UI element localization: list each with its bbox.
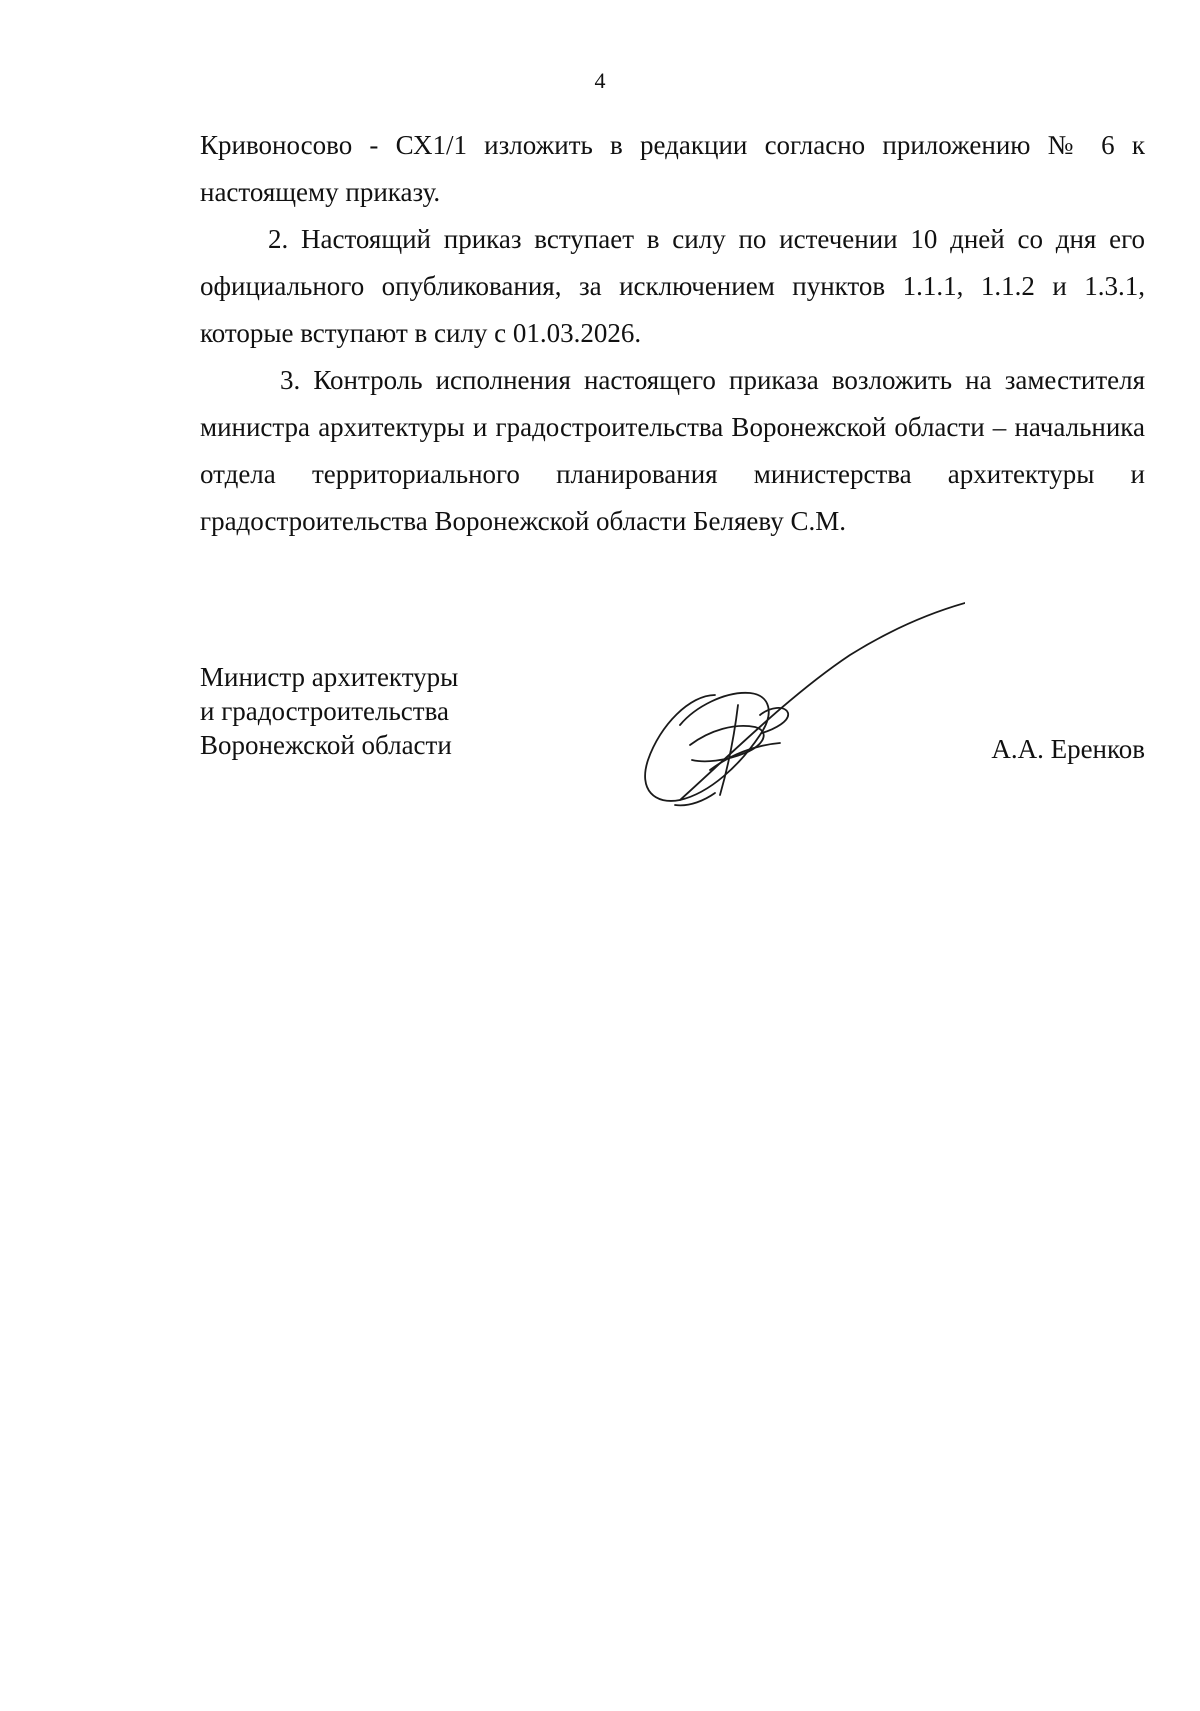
signatory-title-line: Воронежской области	[200, 730, 452, 760]
paragraph-item-2: 2. Настоящий приказ вступает в силу по истечении 10 дней со дня его официального опубликования, за исключением пунктов 1.1.1, 1.1.2 и 1.3.1, которые вступают в силу с 01.03.2026.	[200, 224, 1145, 348]
paragraph-continuation: Кривоносово - СХ1/1 изложить в редакции согласно приложению № 6 к настоящему приказу.	[200, 130, 1145, 207]
handwritten-signature-icon	[620, 595, 965, 820]
paragraph-item-3: 3. Контроль исполнения настоящего приказа возложить на заместителя министра архитектуры и градостроительства Воронежской области – начальника отдела территориального планирования министерства архитектуры и градостроительства Воронежской области Беляеву С.М.	[200, 365, 1145, 536]
page-number: 4	[594, 68, 606, 93]
signatory-title	[200, 660, 458, 762]
document-body	[200, 122, 1145, 545]
signatory-title-line: и градостроительства	[200, 696, 449, 726]
signatory-name: А.А. Еренков	[991, 734, 1145, 764]
signatory-title-line: Министр архитектуры	[200, 662, 459, 692]
